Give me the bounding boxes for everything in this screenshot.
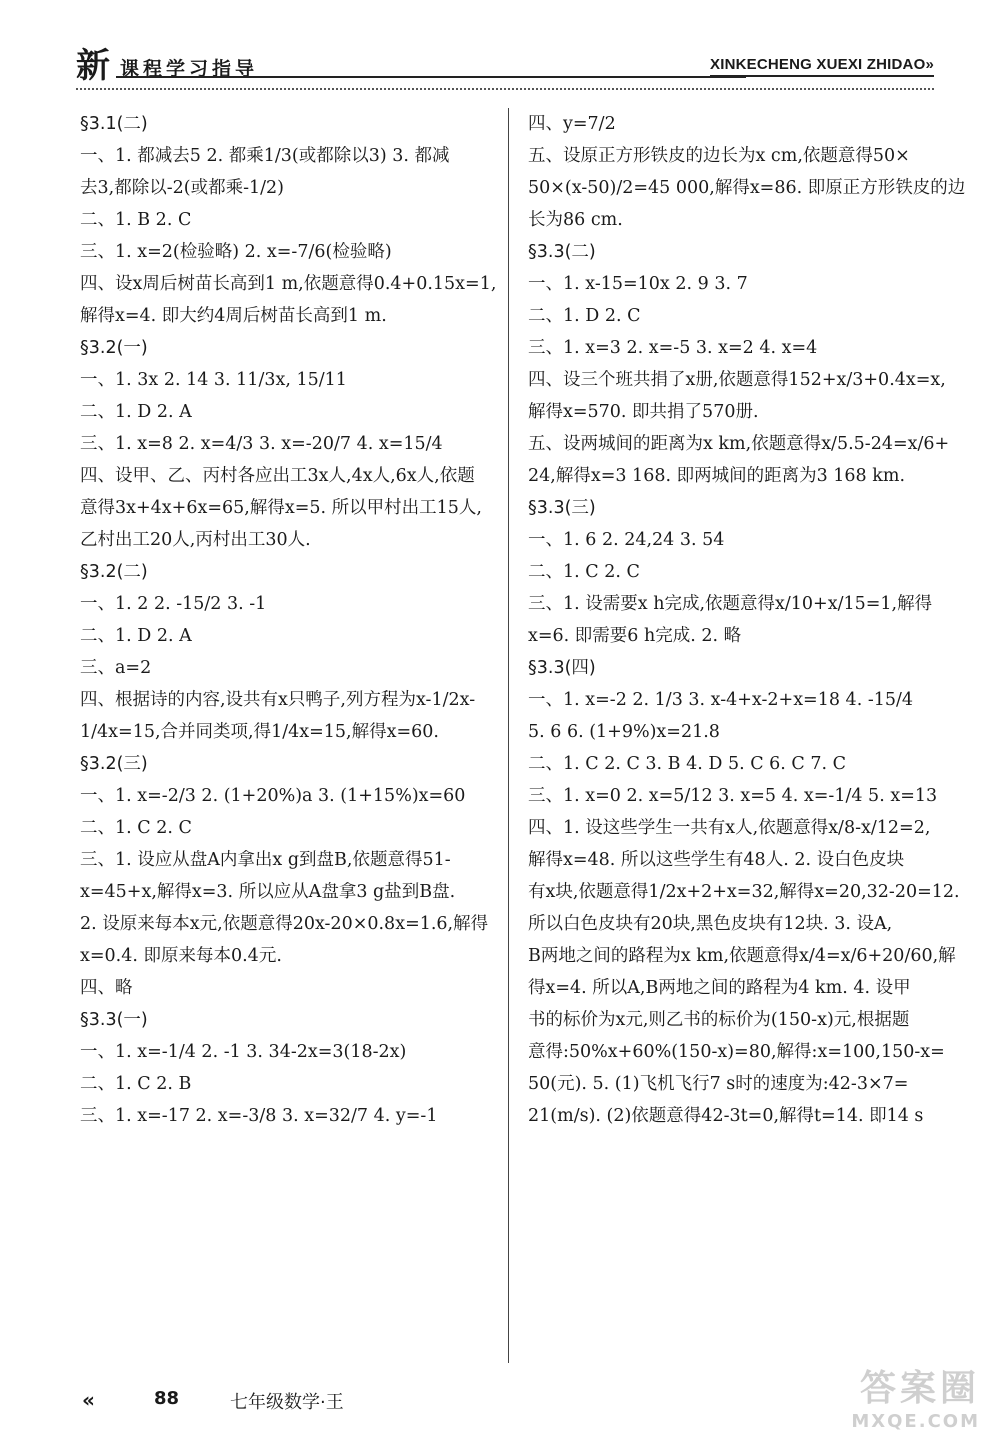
section-heading: §3.3(二) [528,242,596,262]
answer-line: 四、1. 设这些学生一共有x人,依题意得x/8-x/12=2, [528,818,931,838]
section-heading: §3.2(一) [80,338,148,358]
answer-line: 三、1. 设需要x h完成,依题意得x/10+x/15=1,解得 [528,594,933,614]
answer-line: 意得:50%x+60%(150-x)=80,解得:x=100,150-x= [528,1042,945,1062]
answer-line: x=6. 即需要6 h完成. 2. 略 [528,626,742,646]
answer-line: 得x=4. 所以A,B两地之间的路程为4 km. 4. 设甲 [528,978,911,998]
answer-line: 四、根据诗的内容,设共有x只鸭子,列方程为x-1/2x- [80,690,476,710]
answer-line: 乙村出工20人,丙村出工30人. [80,530,311,550]
section-heading: §3.2(三) [80,754,148,774]
watermark-text: 答案圈 [859,1368,980,1409]
answer-line: 24,解得x=3 168. 即两城间的距离为3 168 km. [528,466,906,486]
header-rule [116,76,746,78]
answer-line: 四、设甲、乙、丙村各应出工3x人,4x人,6x人,依题 [80,466,475,486]
answer-line: 二、1. C 2. C 3. B 4. D 5. C 6. C 7. C [528,754,847,774]
answer-line: 二、1. C 2. C [80,818,192,838]
answer-line: 一、1. x=-2/3 2. (1+20%)a 3. (1+15%)x=60 [80,786,466,806]
answer-line: B两地之间的路程为x km,依题意得x/4=x/6+20/60,解 [528,946,956,966]
watermark-logo [851,1360,980,1432]
answer-line: 五、设两城间的距离为x km,依题意得x/5.5-24=x/6+ [528,434,950,454]
watermark-url: MXQE.COM [851,1411,980,1432]
answer-line: 四、设三个班共捐了x册,依题意得152+x/3+0.4x=x, [528,370,946,390]
answer-line: 三、1. x=2(检验略) 2. x=-7/6(检验略) [80,242,392,262]
answer-line: 50(元). 5. (1)飞机飞行7 s时的速度为:42-3×7= [528,1074,909,1094]
page-footer [82,1388,942,1418]
answer-line: 二、1. B 2. C [80,210,192,230]
answer-line: 三、1. x=3 2. x=-5 3. x=2 4. x=4 [528,338,818,358]
answer-line: 二、1. D 2. C [528,306,641,326]
answer-line: 四、略 [80,978,133,998]
answer-line: 有x块,依题意得1/2x+2+x=32,解得x=20,32-20=12. [528,882,960,902]
section-heading: §3.1(二) [80,114,148,134]
answer-line: 1/4x=15,合并同类项,得1/4x=15,解得x=60. [80,722,439,742]
answer-line: 二、1. D 2. A [80,402,192,422]
answer-line: 三、1. x=-17 2. x=-3/8 3. x=32/7 4. y=-1 [80,1106,438,1126]
page-header [76,46,934,88]
right-column [528,108,966,1132]
answer-line: 四、设x周后树苗长高到1 m,依题意得0.4+0.15x=1, [80,274,497,294]
answer-line: x=0.4. 即原来每本0.4元. [80,946,282,966]
answer-line: 二、1. C 2. C [528,562,640,582]
answer-line: 2. 设原来每本x元,依题意得20x-20×0.8x=1.6,解得 [80,914,489,934]
answer-line: 解得x=4. 即大约4周后树苗长高到1 m. [80,306,387,326]
left-column [80,108,498,1132]
answer-line: 一、1. 2 2. -15/2 3. -1 [80,594,267,614]
answer-line: 二、1. C 2. B [80,1074,192,1094]
answer-line: 一、1. 都减去5 2. 都乘1/3(或都除以3) 3. 都减 [80,146,450,166]
section-heading: §3.3(三) [528,498,596,518]
answer-line: x=45+x,解得x=3. 所以应从A盘拿3 g盐到B盘. [80,882,456,902]
brand-char: 新 [76,46,110,86]
answer-line: 长为86 cm. [528,210,623,230]
answer-line: 5. 6 6. (1+9%)x=21.8 [528,722,720,742]
answer-line: 二、1. D 2. A [80,626,192,646]
answer-line: 意得3x+4x+6x=65,解得x=5. 所以甲村出工15人, [80,498,482,518]
column-divider [508,108,509,1363]
chevron-left-icon: « [82,1388,95,1412]
answer-line: 21(m/s). (2)依题意得42-3t=0,解得t=14. 即14 s [528,1106,924,1126]
answer-line: 三、1. 设应从盘A内拿出x g到盘B,依题意得51- [80,850,451,870]
header-dotted-rule [76,88,934,90]
answer-line: 50×(x-50)/2=45 000,解得x=86. 即原正方形铁皮的边 [528,178,966,198]
brand-english: XINKECHENG XUEXI ZHIDAO» [710,56,934,77]
answer-line: 一、1. x-15=10x 2. 9 3. 7 [528,274,748,294]
answer-line: 一、1. x=-1/4 2. -1 3. 34-2x=3(18-2x) [80,1042,407,1062]
answer-line: 解得x=570. 即共捐了570册. [528,402,759,422]
brand-title: 课程学习指导 [120,58,259,80]
answer-line: 去3,都除以-2(或都乘-1/2) [80,178,284,198]
page-number: 88 [154,1388,180,1409]
answer-line: 五、设原正方形铁皮的边长为x cm,依题意得50× [528,146,910,166]
answer-line: 三、1. x=8 2. x=4/3 3. x=-20/7 4. x=15/4 [80,434,443,454]
answer-line: 解得x=48. 所以这些学生有48人. 2. 设白色皮块 [528,850,905,870]
book-title: 七年级数学·王 [230,1392,344,1413]
section-heading: §3.3(一) [80,1010,148,1030]
answer-line: 一、1. 6 2. 24,24 3. 54 [528,530,725,550]
section-heading: §3.2(二) [80,562,148,582]
answer-line: 一、1. x=-2 2. 1/3 3. x-4+x-2+x=18 4. -15/4 [528,690,914,710]
answer-line: 书的标价为x元,则乙书的标价为(150-x)元,根据题 [528,1010,910,1030]
answer-line: 一、1. 3x 2. 14 3. 11/3x, 15/11 [80,370,347,390]
answer-line: 三、1. x=0 2. x=5/12 3. x=5 4. x=-1/4 5. x=13 [528,786,938,806]
answer-line: 所以白色皮块有20块,黑色皮块有12块. 3. 设A, [528,914,893,934]
answer-line: 四、y=7/2 [528,114,616,134]
section-heading: §3.3(四) [528,658,596,678]
answer-line: 三、a=2 [80,658,152,678]
